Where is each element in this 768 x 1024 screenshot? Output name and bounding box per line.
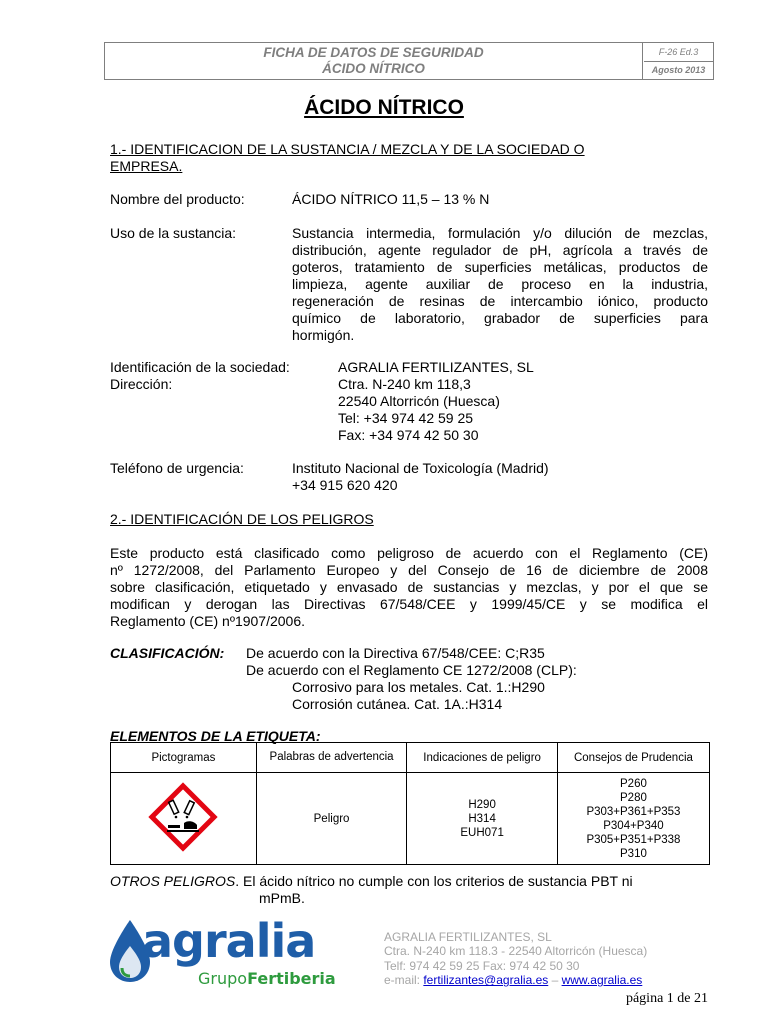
paragraph-line: Reglamento (CE) nº1907/2006.	[110, 613, 306, 629]
page-number: página 1 de 21	[625, 991, 708, 1006]
hazard-statements-cell	[407, 773, 558, 865]
emergency-phone-label: Teléfono de urgencia:	[110, 460, 244, 476]
substance-use-line: limpieza, agente auxiliar de proceso en la industria,	[292, 276, 708, 292]
other-hazards-text: . El ácido nítrico no cumple con los criterios de sustancia PBT ni	[235, 873, 633, 889]
section2-heading: 2.- IDENTIFICACIÓN DE LOS PELIGROS	[110, 511, 374, 527]
paragraph-line: modifican y derogan las Directivas 67/548/CEE y 1999/45/CE y se modifica el	[110, 596, 708, 612]
footer-email-link[interactable]: fertilizantes@agralia.es	[423, 973, 549, 988]
table-header-cell: Palabras de advertencia	[256, 743, 407, 773]
substance-use-label: Uso de la sustancia:	[110, 225, 237, 241]
logo-subtitle-main: Fertiberia	[247, 969, 336, 988]
footer-email-prefix: e-mail:	[384, 973, 424, 988]
product-name-value: ÁCIDO NÍTRICO 11,5 – 13 % N	[292, 191, 490, 207]
precautionary-statement: P303+P361+P353	[586, 805, 681, 818]
signal-word-cell: Peligro	[256, 773, 407, 865]
label-elements-table	[110, 742, 710, 865]
classification-label: CLASIFICACIÓN:	[110, 645, 225, 661]
classification-line: Corrosión cutánea. Cat. 1A.:H314	[292, 696, 503, 712]
table-header-row	[111, 743, 710, 773]
table-header-cell: Consejos de Prudencia	[557, 743, 709, 773]
label-elements-heading: ELEMENTOS DE LA ETIQUETA:	[110, 728, 321, 744]
substance-use-line: Sustancia intermedia, formulación y/o dilución de mezclas,	[292, 225, 708, 241]
address-label: Dirección:	[110, 376, 173, 392]
table-header-cell: Indicaciones de peligro	[407, 743, 558, 773]
header-date: Agosto 2013	[651, 65, 706, 75]
table-row	[111, 773, 710, 865]
address-line: Ctra. N-240 km 118,3	[338, 376, 471, 392]
classification-line: Corrosivo para los metales. Cat. 1.:H290	[292, 679, 545, 695]
classification-line: De acuerdo con el Reglamento CE 1272/2008 (CLP):	[246, 662, 577, 678]
address-line: 22540 Altorricón (Huesca)	[338, 393, 500, 409]
pictogram-cell	[111, 773, 257, 865]
header-code: F-26 Ed.3	[644, 43, 713, 62]
paragraph-line: sobre clasificación, etiquetado y envasado de sustancias y mezclas, y por el que se	[110, 579, 708, 595]
emergency-line: Instituto Nacional de Toxicología (Madrid)	[292, 460, 549, 476]
substance-use-line: distribución, agente regulador de pH, agrícola a través de	[292, 242, 708, 258]
document-header	[104, 42, 714, 80]
logo-subtitle-prefix: Grupo	[198, 969, 248, 988]
emergency-phone-block	[292, 460, 549, 494]
address-block	[338, 376, 500, 444]
table-header-cell: Pictogramas	[111, 743, 257, 773]
paragraph-line: Este producto está clasificado como peligroso de acuerdo con el Reglamento (CE)	[110, 545, 708, 561]
substance-use-line: goteros, tratamiento de superficies metálicas, productos de	[292, 259, 708, 275]
logo-subtitle	[198, 970, 336, 988]
company-id-label: Identificación de la sociedad:	[110, 359, 290, 375]
precautionary-cell	[557, 773, 709, 865]
address-line: Fax: +34 974 42 50 30	[338, 427, 479, 443]
substance-use-line: hormigón.	[292, 327, 355, 343]
product-name-label: Nombre del producto:	[110, 191, 245, 207]
footer-separator: –	[548, 973, 562, 988]
address-line: Tel: +34 974 42 59 25	[338, 410, 474, 426]
footer-contact	[384, 930, 647, 988]
header-title-line1: FICHA DE DATOS DE SEGURIDAD	[263, 45, 484, 60]
other-hazards-line2: mPmB.	[259, 890, 305, 906]
emergency-line: +34 915 620 420	[292, 477, 398, 493]
classification-line: De acuerdo con la Directiva 67/548/CEE: C;R35	[246, 645, 545, 661]
section1-heading-line2: EMPRESA.	[110, 158, 183, 174]
section1-heading-line1: 1.- IDENTIFICACION DE LA SUSTANCIA / MEZCLA Y DE LA SOCIEDAD O	[110, 141, 585, 157]
footer-email-line	[384, 973, 647, 987]
hazard-statement: H314	[468, 812, 496, 825]
footer-company: AGRALIA FERTILIZANTES, SL	[384, 930, 552, 944]
agralia-logo	[106, 914, 336, 994]
hazard-intro-paragraph	[110, 545, 708, 630]
substance-use-text	[292, 225, 708, 344]
footer-address: Ctra. N-240 km 118.3 - 22540 Altorricón (Huesca)	[384, 944, 648, 959]
substance-use-line: regeneración de resinas de intercambio iónico, producto	[292, 293, 708, 309]
page-title: ÁCIDO NÍTRICO	[304, 96, 464, 119]
hazard-statement: H290	[468, 798, 496, 811]
substance-use-line: químico de laboratorio, grabador de superficies para	[292, 310, 708, 326]
corrosive-ghs-pictogram-icon	[147, 781, 219, 853]
precautionary-statement: P260	[620, 777, 647, 790]
logo-wordmark: agralia	[142, 914, 316, 968]
paragraph-line: nº 1272/2008, del Parlamento Europeo y del Consejo de 16 de diciembre de 2008	[110, 562, 708, 578]
precautionary-statement: P304+P340	[603, 819, 664, 832]
hazard-statement: EUH071	[460, 826, 504, 839]
other-hazards-line	[110, 873, 633, 890]
header-title-line2: ÁCIDO NÍTRICO	[322, 61, 425, 76]
footer-website-link[interactable]: www.agralia.es	[561, 973, 643, 988]
precautionary-statement: P280	[620, 791, 647, 804]
other-hazards-label: OTROS PELIGROS	[110, 873, 236, 889]
precautionary-statement: P305+P351+P338	[586, 833, 681, 846]
footer-phones: Telf: 974 42 59 25 Fax: 974 42 50 30	[384, 958, 580, 973]
header-title-block	[105, 43, 643, 79]
precautionary-statement: P310	[620, 847, 647, 860]
company-id-value: AGRALIA FERTILIZANTES, SL	[338, 359, 534, 375]
